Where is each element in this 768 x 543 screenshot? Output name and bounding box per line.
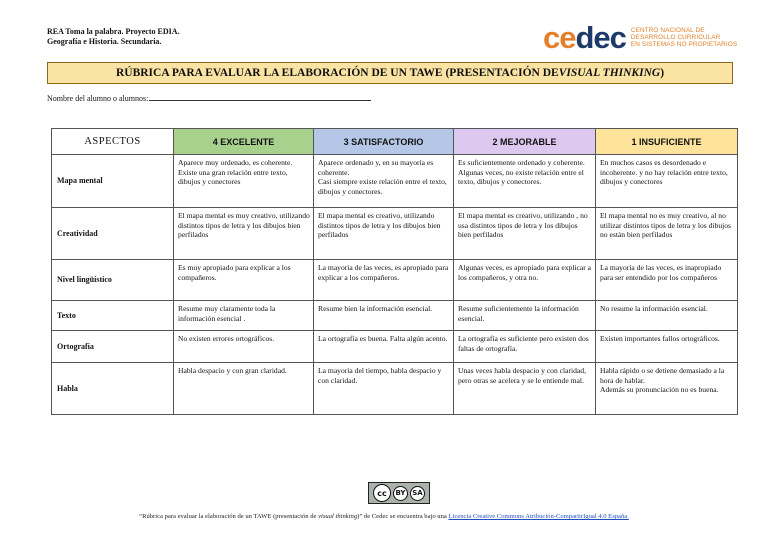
table-row bbox=[52, 363, 738, 415]
table-cell: El mapa mental es creativo, utilizando distintos tipos de letra y los dibujos bien perfilados bbox=[314, 208, 454, 260]
table-row bbox=[52, 331, 738, 363]
table-row bbox=[52, 155, 738, 208]
license-link[interactable]: Licencia Creative Commons Atribución-CompartirIgual 4.0 España. bbox=[448, 513, 629, 520]
footer-text-1: “Rúbrica para evaluar la elaboración de un TAWE (presentación de bbox=[139, 513, 319, 520]
logo-word-a: ce bbox=[543, 20, 576, 55]
header-excelente: 4 EXCELENTE bbox=[174, 129, 314, 155]
table-cell: No existen errores ortográficos. bbox=[174, 331, 314, 363]
license-footer bbox=[0, 513, 768, 520]
cc-icon: cc bbox=[373, 484, 391, 502]
header-insuficiente: 1 INSUFICIENTE bbox=[596, 129, 738, 155]
sa-icon: SA bbox=[410, 486, 425, 501]
table-cell: Es suficientemente ordenado y coherente. Algunas veces, no existe relación entre el texto, dibujos y conectores. bbox=[454, 155, 596, 208]
title-end: ) bbox=[660, 67, 665, 79]
header-mejorable: 2 MEJORABLE bbox=[454, 129, 596, 155]
table-row bbox=[52, 208, 738, 260]
table-cell: Es muy apropiado para explicar a los compañeros. bbox=[174, 260, 314, 301]
footer-text-2: )” de Cedec se encuentra bajo una bbox=[357, 513, 449, 520]
footer-italic: visual thinking bbox=[318, 513, 358, 520]
title-main: RÚBRICA PARA EVALUAR LA ELABORACIÓN DE UN TAWE (PRESENTACIÓN DE bbox=[115, 67, 559, 79]
table-cell: Resume muy claramente toda la información esencial . bbox=[174, 301, 314, 331]
table-cell: La ortografía es buena. Falta algún acento. bbox=[314, 331, 454, 363]
table-cell: Algunas veces, es apropiado para explicar a los compañeros, y otra no. bbox=[454, 260, 596, 301]
page-title bbox=[47, 62, 733, 84]
table-row bbox=[52, 301, 738, 331]
table-cell: Resume suficientemente la información esencial. bbox=[454, 301, 596, 331]
table-cell: En muchos casos es desordenado e incoherente. y no hay relación entre texto, dibujos y conectores bbox=[596, 155, 738, 208]
table-cell: No resume la información esencial. bbox=[596, 301, 738, 331]
table-cell: La ortografía es suficiente pero existen dos faltas de ortografía. bbox=[454, 331, 596, 363]
by-icon: BY bbox=[393, 486, 408, 501]
row-aspect-label: Texto bbox=[52, 301, 174, 331]
student-name-label: Nombre del alumno o alumnos: bbox=[47, 94, 149, 103]
rubric-header-row bbox=[52, 129, 738, 155]
table-cell: Existen importantes fallos ortográficos. bbox=[596, 331, 738, 363]
student-name-line[interactable] bbox=[149, 93, 371, 101]
table-cell: Habla despacio y con gran claridad. bbox=[174, 363, 314, 415]
logo-sub-line-1: CENTRO NACIONAL DE bbox=[630, 26, 705, 34]
table-cell: Habla rápido o se detiene demasiado a la hora de hablar. Además su pronunciación no es buena. bbox=[596, 363, 738, 415]
table-cell: Unas veces habla despacio y con claridad, pero otras se acelera y se le entiende mal. bbox=[454, 363, 596, 415]
cc-license-badge[interactable] bbox=[368, 482, 430, 504]
rubric-table bbox=[51, 128, 738, 415]
row-aspect-label: Habla bbox=[52, 363, 174, 415]
table-cell: La mayoría del tiempo, habla despacio y con claridad. bbox=[314, 363, 454, 415]
title-italic: VISUAL THINKING bbox=[558, 67, 661, 79]
logo-word-b: dec bbox=[575, 20, 626, 55]
logo-sub-line-3: EN SISTEMAS NO PROPIETARIOS bbox=[630, 41, 738, 49]
table-row bbox=[52, 260, 738, 301]
header-satisfactorio: 3 SATISFACTORIO bbox=[314, 129, 454, 155]
table-cell: Resume bien la información esencial. bbox=[314, 301, 454, 331]
table-cell: Aparece ordenado y, en su mayoría es coherente. Casi siempre existe relación entre el texto, dibujos y conectores. bbox=[314, 155, 454, 208]
table-cell: La mayoría de las veces, es apropiado para explicar a los compañeros. bbox=[314, 260, 454, 301]
header-aspectos: ASPECTOS bbox=[52, 129, 174, 155]
logo-wordmark bbox=[543, 22, 626, 53]
row-aspect-label: Nivel lingüístico bbox=[52, 260, 174, 301]
table-cell: El mapa mental es creativo, utilizando , no usa distintos tipos de letra y los dibujos bien perfilados bbox=[454, 208, 596, 260]
row-aspect-label: Ortografía bbox=[52, 331, 174, 363]
row-aspect-label: Creatividad bbox=[52, 208, 174, 260]
row-aspect-label: Mapa mental bbox=[52, 155, 174, 208]
cedec-logo bbox=[543, 22, 737, 53]
table-cell: El mapa mental es muy creativo, utilizando distintos tipos de letra y los dibujos bien perfilados bbox=[174, 208, 314, 260]
table-cell: Aparece muy ordenado, es coherente. Existe una gran relación entre texto, dibujos y conectores bbox=[174, 155, 314, 208]
table-cell: La mayoría de las veces, es inapropiado para ser entendido por los compañeros bbox=[596, 260, 738, 301]
table-cell: El mapa mental no es muy creativo, al no utilizar distintos tipos de letra y los dibujos no están bien perfilados bbox=[596, 208, 738, 260]
header-line-1: REA Toma la palabra. Proyecto EDIA. bbox=[47, 27, 180, 36]
logo-sub-line-2: DESARROLLO CURRICULAR bbox=[630, 33, 721, 41]
header-line-2: Geografía e Historia. Secundaria. bbox=[47, 37, 162, 46]
logo-subtitle bbox=[631, 27, 737, 49]
document-header bbox=[47, 27, 180, 47]
student-name-field bbox=[47, 93, 371, 103]
